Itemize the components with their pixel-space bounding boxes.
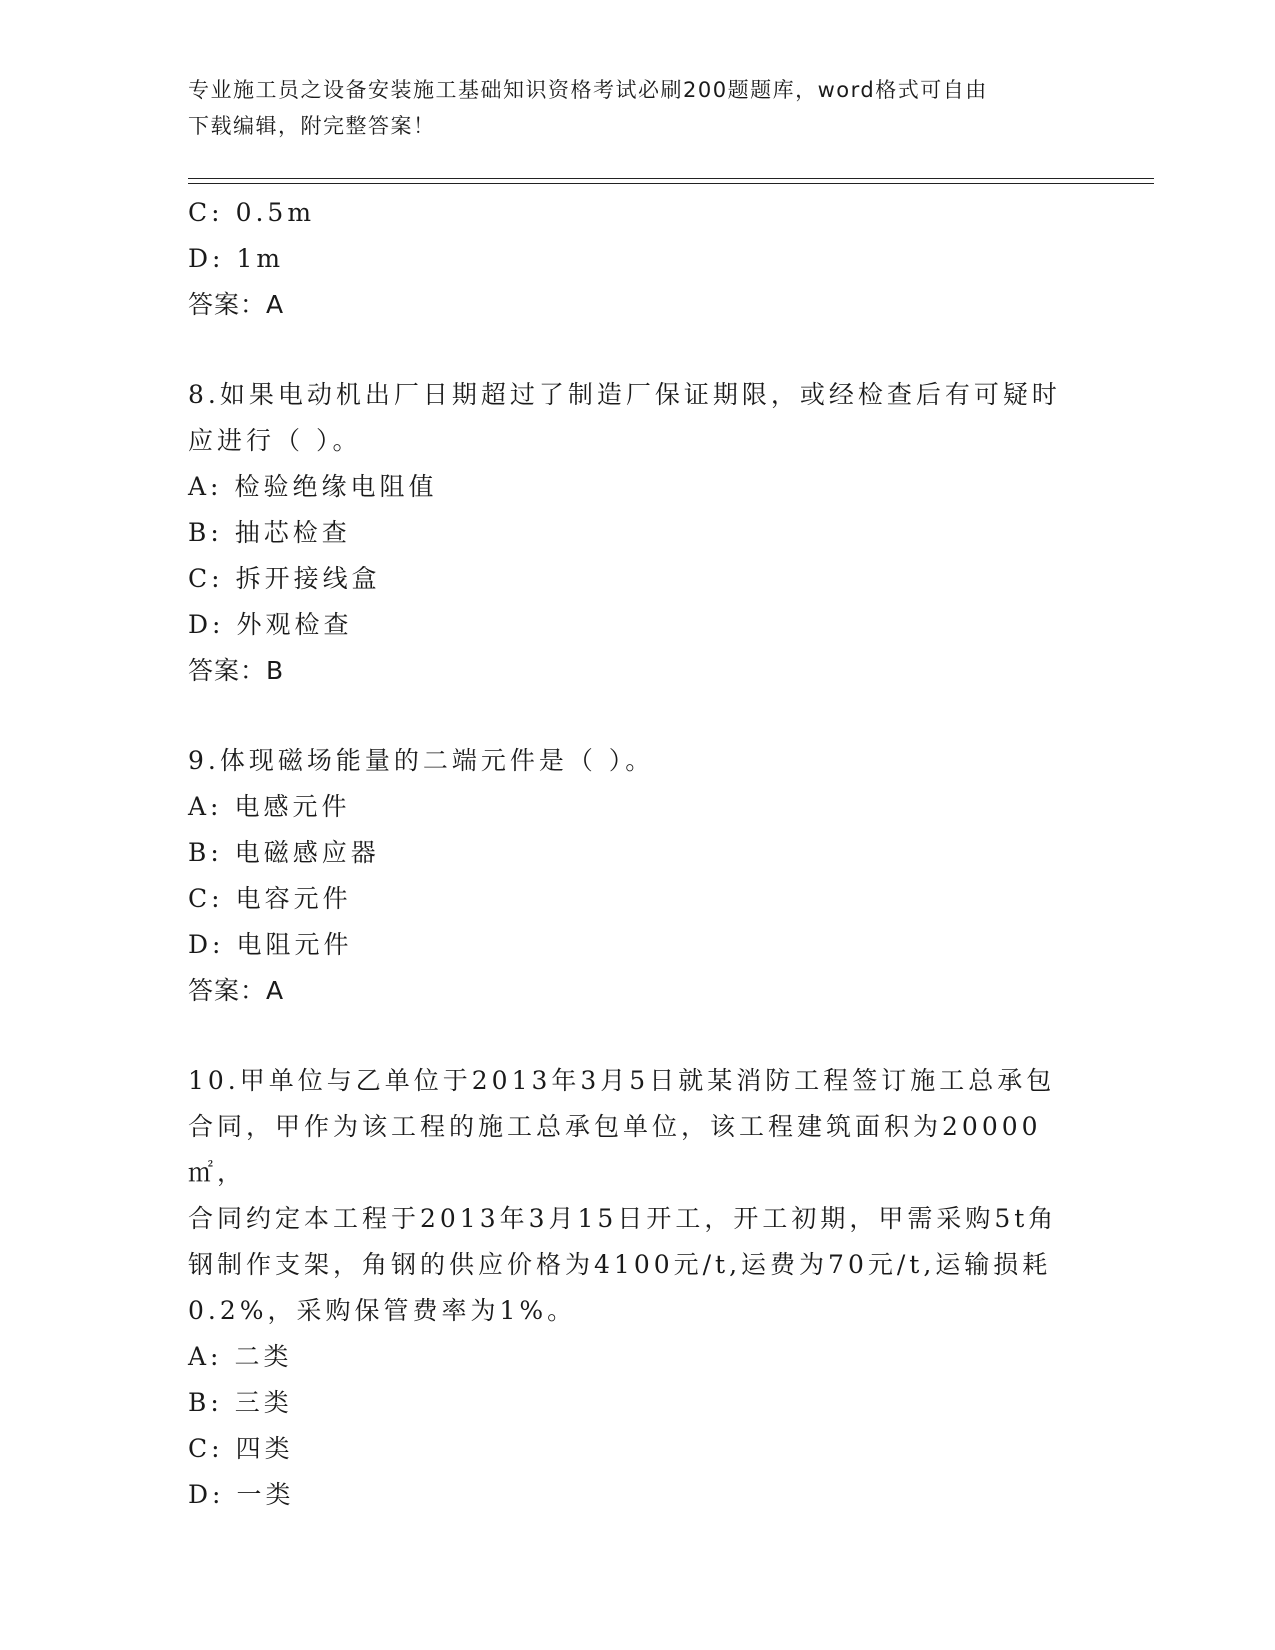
option-label: C: <box>188 884 224 913</box>
option-c <box>188 190 1088 236</box>
option-text: 电感元件 <box>234 792 351 821</box>
option-c <box>188 1426 1088 1472</box>
option-label: A: <box>188 1342 223 1371</box>
option-text: 电阻元件 <box>236 930 353 959</box>
question-stem-line: 钢制作支架，角钢的供应价格为4100元/t,运费为70元/t,运输损耗 <box>188 1250 1052 1279</box>
option-label: C: <box>188 198 224 227</box>
option-label: D: <box>188 1480 225 1509</box>
option-b <box>188 1380 1088 1426</box>
option-d <box>188 922 1088 968</box>
question-stem-line: 0.2%，采购保管费率为1%。 <box>188 1296 577 1325</box>
option-text: 电磁感应器 <box>234 838 380 867</box>
option-text: 三类 <box>234 1388 293 1417</box>
answer: 答案：A <box>188 976 285 1005</box>
option-b <box>188 830 1088 876</box>
option-text: 四类 <box>235 1434 294 1463</box>
question-stem-line: 合同，甲作为该工程的施工总承包单位，该工程建筑面积为20000㎡， <box>188 1112 1042 1187</box>
option-label: B: <box>188 838 223 867</box>
option-text: 二类 <box>234 1342 293 1371</box>
option-label: C: <box>188 564 224 593</box>
question-stem-line: 8.如果电动机出厂日期超过了制造厂保证期限，或经检查后有可疑时 <box>188 380 1061 409</box>
option-b <box>188 510 1088 556</box>
option-text: 一类 <box>236 1480 295 1509</box>
option-label: B: <box>188 518 223 547</box>
option-a <box>188 784 1088 830</box>
header-line-1: 专业施工员之设备安装施工基础知识资格考试必刷200题题库，word格式可自由 <box>188 78 988 102</box>
answer: 答案：B <box>188 656 285 685</box>
answer: 答案：A <box>188 290 285 319</box>
question-stem <box>188 372 1068 464</box>
question-stem-line: 合同约定本工程于2013年3月15日开工，开工初期，甲需采购5t角 <box>188 1204 1058 1233</box>
option-d <box>188 1472 1088 1518</box>
option-label: D: <box>188 930 225 959</box>
option-d <box>188 236 1088 282</box>
option-label: D: <box>188 244 225 273</box>
option-text: 检验绝缘电阻值 <box>234 472 438 501</box>
option-text: 抽芯检查 <box>234 518 351 547</box>
option-text: 0.5m <box>235 198 316 227</box>
header-rule-bottom <box>188 183 1154 184</box>
option-text: 外观检查 <box>236 610 353 639</box>
option-label: A: <box>188 472 223 501</box>
option-text: 拆开接线盒 <box>235 564 381 593</box>
option-label: C: <box>188 1434 224 1463</box>
question-stem-line: 应进行（ ）。 <box>188 426 362 455</box>
option-text: 1m <box>236 244 285 273</box>
option-a <box>188 464 1088 510</box>
question-content <box>188 190 1088 1518</box>
question-stem <box>188 1058 1068 1334</box>
option-label: B: <box>188 1388 223 1417</box>
question-stem <box>188 738 1068 784</box>
option-label: D: <box>188 610 225 639</box>
option-d <box>188 602 1088 648</box>
document-header <box>188 72 1068 144</box>
option-label: A: <box>188 792 223 821</box>
option-c <box>188 876 1088 922</box>
option-c <box>188 556 1088 602</box>
header-rule-top <box>188 178 1154 179</box>
question-stem-line: 10.甲单位与乙单位于2013年3月5日就某消防工程签订施工总承包 <box>188 1066 1056 1095</box>
question-stem-line: 9.体现磁场能量的二端元件是（ ）。 <box>188 746 655 775</box>
header-line-2: 下载编辑，附完整答案！ <box>188 114 436 138</box>
option-a <box>188 1334 1088 1380</box>
option-text: 电容元件 <box>235 884 352 913</box>
